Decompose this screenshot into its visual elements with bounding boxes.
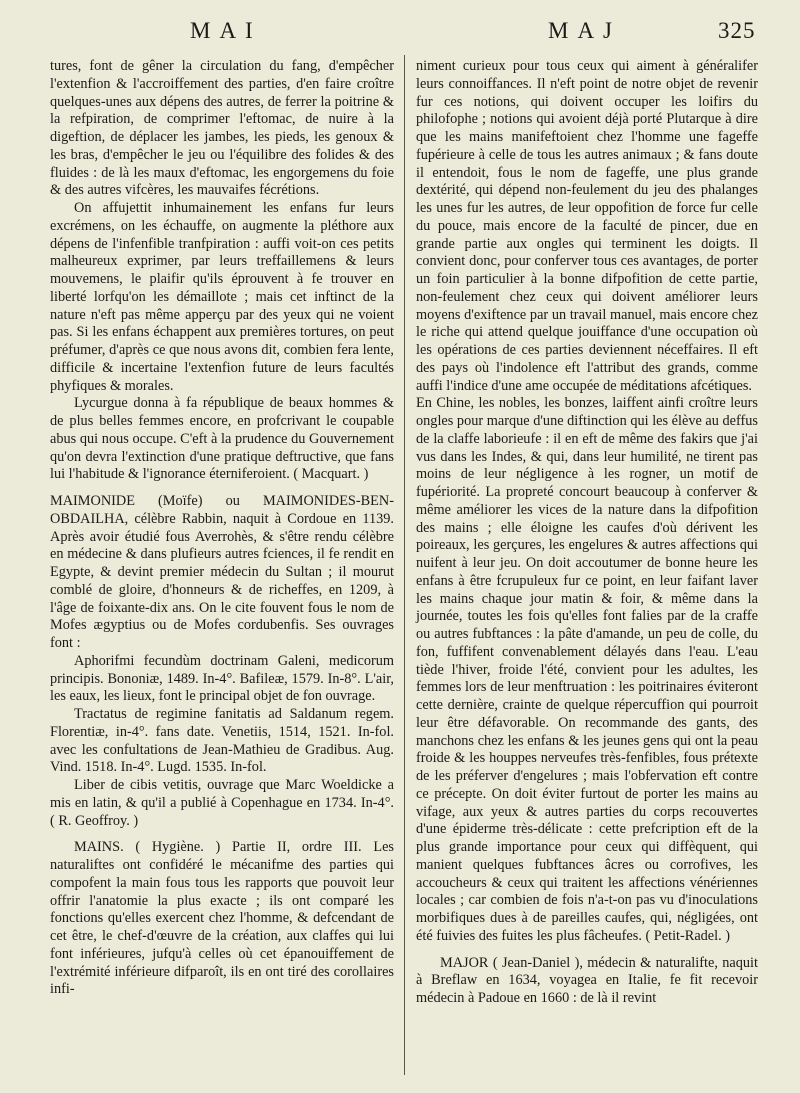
running-head-left: MAI bbox=[190, 18, 262, 43]
entry-mains: MAINS. ( Hygiène. ) Partie II, ordre III. Les naturaliftes ont confidéré le mécanifme des parties qui compofent la main fous tous les rapports que pouvoit leur offrir l'anatomie la plus exacte ; ils ont comparé les fonctions qu'elles exercent chez l'homme, & defcendant de cet être, le chef-d'œuvre de la création, aux claffes qui lui font inférieures, jufqu'à celles où cet épanouiffement de l'extrémité inférieure difparoît, ils en ont tiré des corollaires infi- bbox=[50, 839, 394, 998]
running-head-right: MAJ bbox=[548, 18, 622, 43]
bibliography-item: Aphorifmi fecundùm doctrinam Galeni, medicorum principis. Bononiæ, 1489. In-4°. Bafileæ, 1579. In-8°. L'air, les eaux, les lieux, font le principal objet de fon ouvrage. bbox=[50, 652, 394, 705]
page-number: 325 bbox=[718, 18, 756, 43]
paragraph: Lycurgue donna à fa république de beaux hommes & de plus belles femmes encore, en profcrivant le coupable abus qui nous occupe. C'eft à la prudence du Gouvernement qu'on devra l'extinction d'une pratique deftructive, que fans lui l'habitude & l'ignorance éterniferoient. ( Macquart. ) bbox=[50, 395, 394, 483]
entry-major: MAJOR ( Jean-Daniel ), médecin & naturalifte, naquit à Breflaw en 1634, voyagea en Italie, fe fit recevoir médecin à Padoue en 1660 : de là il revint bbox=[416, 954, 758, 1006]
paragraph: En Chine, les nobles, les bonzes, laiffent ainfi croître leurs ongles pour marque d'une diftinction qui les élève au deffus de la claffe laborieufe : il en eft de même des fakirs que j'ai vus dans les Indes, & qui, dans leur humilité, ne tirent pas moins de leur négligence à les rogner, un motif de fupériorité. La propreté concourt beaucoup à conferver & même améliorer les vices de la nature dans la difpofition des mains ; elle éloigne les caufes d'où dérivent les poireaux, les gerçures, les engelures & autres affections qui nuifent à leur jeu. On doit accoutumer de bonne heure les enfans à être fcrupuleux fur ce point, en leur faifant laver les mains chaque jour matin & foir, & même dans la journée, toutes les fois qu'elles font falies par de la craffe ou autres fubftances : la pâte d'amande, un peu de colle, du fon, fuffifent convenablement délayés dans l'eau. L'eau tiède l'hiver, froide l'été, convient pour les adultes, les femmes lors de leur menftruation : les poitrinaires éviteront cette dernière, crainte de quelque répercuffion qui pourroit leur être défavorable. On recommande des gants, des manchons chez les enfans & les jeunes gens qui ont la peau froide & les houppes nerveufes très-fenfibles, fous prétexte de les préferver d'engelures ; mais l'obfervation eft contre ce précepte. On doit éviter furtout de porter les mains au vifage, aux yeux & autres parties du corps recouvertes d'une épiderme très-délicate : cette prefcription eft de la plus grande importance pour ceux qui diffèquent, qui manient quelques fubftances âcres ou corrofives, les accoucheurs & ceux qui traitent les affections vénériennes locales ; car combien de fois n'a-t-on pas vu d'inoculations morbifiques dues à de pareilles caufes, qui, négligées, ont été fuivies des fuites les plus fâcheufes. ( Petit-Radel. ) bbox=[416, 395, 758, 944]
right-column bbox=[416, 58, 758, 1008]
entry-maimonide: MAIMONIDE (Moïfe) ou MAIMONIDES-BEN-OBDAILHA, célèbre Rabbin, naquit à Cordoue en 1139. Après avoir étudié fous Averrohès, & s'être rendu célèbre en médecine & dans plufieurs autres fciences, il fe rendit en Egypte, & devint premier médecin du Sultan ; il mourut comblé de gloire, d'honneurs & de richeffes, en 1209, à l'âge de foixante-dix ans. On le cite fouvent fous le nom de Mofes ægyptius ou de Mofes cordubenfis. Ses ouvrages font : bbox=[50, 493, 394, 651]
paragraph: niment curieux pour tous ceux qui aiment à généralifer leurs connoiffances. Il n'eft point de notre objet de revenir fur ces notions, qui doivent occuper les loifirs du philofophe ; notions qui avoient déjà porté Plutarque à dire que les mains manifeftoient chez l'homme une fageffe fupérieure à celle de tous les autres animaux ; & fans doute il entendoit, fous le nom de fageffe, une plus grande dextérité, qui dépend non-feulement du jeu des phalanges les unes fur les autres, de leur oppofition de force fur celle du pouce, mais encore de la faculté de pincer, due en grande partie aux ongles qui terminent les doigts. Il convient donc, pour conferver tous ces avantages, de porter un foin particulier à la bonne difpofition de cette partie, non-feulement chez ceux qui doivent améliorer leurs moyens d'exiftence par un travail manuel, mais encore chez le riche qui attend quelque jouiffance d'une occupation où les opérations de ces parties deviennent néceffaires. Il eft des pays où l'indolence eft l'attribut des grands, comme auffi l'indice d'une ame occupée de méditations afcétiques. bbox=[416, 58, 758, 394]
paragraph: tures, font de gêner la circulation du fang, d'empêcher l'extenfion & l'accroiffement des parties, d'en faire croître quelques-unes aux dépens des autres, de ferrer la poitrine & la refpiration, de comprimer l'eftomac, de nuire à la digeftion, de déplacer les jambes, les pieds, les genoux & les bras, d'empêcher le jeu ou l'équilibre des folides & des fluides : de là les maux d'eftomac, les engorgemens du foie & des autres vifcères, les mauvaifes fécrétions. bbox=[50, 58, 394, 199]
bibliography-item: Liber de cibis vetitis, ouvrage que Marc Woeldicke a mis en latin, & qu'il a publié à Copenhague en 1734. In-4°. ( R. Geoffroy. ) bbox=[50, 777, 394, 829]
left-column bbox=[50, 58, 394, 999]
bibliography-item: Tractatus de regimine fanitatis ad Saldanum regem. Florentiæ, in-4°. fans date. Venetiis, 1514, 1521. In-fol. avec les confultations de Jean-Mathieu de Gradibus. Aug. Vind. 1518. In-4°. Lugd. 1535. In-fol. bbox=[50, 706, 394, 776]
paragraph: On affujettit inhumainement les enfans fur leurs excrémens, on les échauffe, on augmente la pléthore aux dépens de l'infenfible tranfpiration : auffi voit-on ces petits malheureux exprimer, par leurs treffaillemens & leurs mouvemens, le plaifir qu'ils éprouvent à fe trouver en liberté lorfqu'on les démaillote ; mais cet inftinct de la nature n'eft pas même apperçu par des yeux qui ne voient pas. Si les enfans échappent aux premières tortures, on peut préfumer, d'après ce que nous avons dit, combien fera lente, difficile & incertaine l'extenfion future de leurs facultés phyfiques & morales. bbox=[50, 200, 394, 394]
column-divider bbox=[404, 55, 405, 1075]
